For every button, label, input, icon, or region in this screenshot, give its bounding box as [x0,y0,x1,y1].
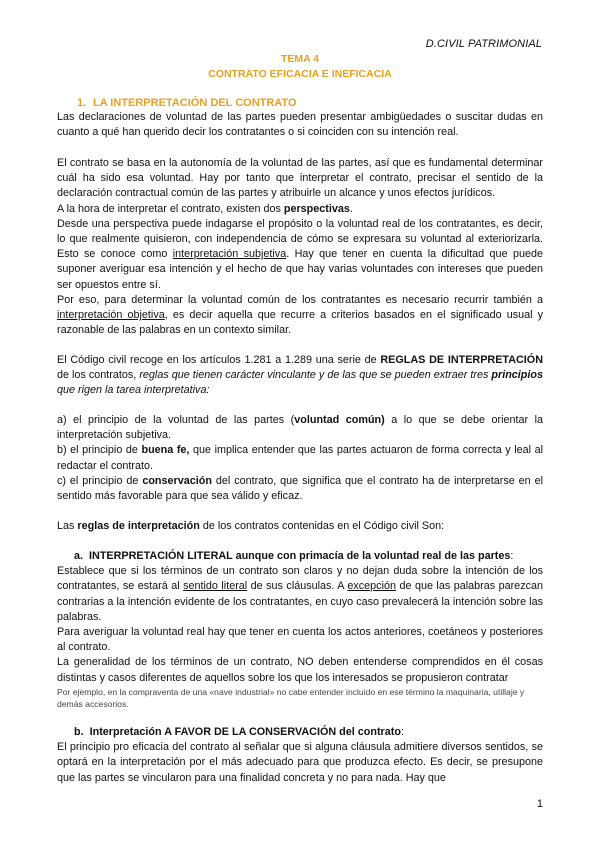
paragraph-1: Las declaraciones de voluntad de las partes pueden presentar ambigüedades o suscitar dudas en cuanto a qué han querido decir los contratantes o si coinciden con su intención real. [57,111,543,139]
paragraph-4 [57,217,543,293]
rule-b-title: Interpretación A FAVOR DE LA CONSERVACIÓN del contrato [89,726,401,738]
paragraph-10: La generalidad de los términos de un contrato, NO deben entenderse comprendidos en él cosas distintas y casos diferentes de aquellos sobre los que los interesados se propusieron contratar [57,656,543,684]
section-heading [77,97,297,109]
text: : [400,726,404,738]
text: . Hay que tener en cuenta la dificultad que puede suponer averiguar esa intención y el hecho de que hay varias voluntades con intereses que pueden ser opuestos entre sí. [57,248,543,291]
rule-b-block [57,725,543,786]
bold-text: reglas de interpretación [77,520,200,532]
text: c) el principio de [57,474,143,487]
bold-text: REGLAS DE INTERPRETACIÓN [380,354,543,366]
paragraph-8 [57,564,543,625]
text: a lo que se debe orientar la interpretación subjetiva. [57,414,544,442]
underlined-text: interpretación subjetiva [172,248,287,261]
text: del contrato, que significa que el contrato ha de interpretarse en el sentido más favorable para que sea válido y eficaz. [57,474,543,503]
italic-text: reglas que tienen carácter vinculante y de las que se pueden extraer tres [139,369,492,382]
rule-a-number: a. [74,550,84,562]
text: de los contratos contenidas en el Código civil Son: [199,520,445,532]
principle-b [57,443,543,473]
principles-list [57,413,543,504]
principle-a [57,413,543,443]
topic-subtitle: CONTRATO EFICACIA E INEFICACIA [208,68,392,80]
body-block-1 [57,110,543,140]
bold-text: buena fe, [141,444,190,457]
text: de los contratos, [57,369,140,382]
principle-c [57,474,543,504]
paragraph-7 [57,519,543,534]
bold-text: voluntad común) [294,414,385,426]
paragraph-3 [57,202,543,217]
text: Las [57,520,78,532]
italic-text: que rigen la tarea interpretativa: [57,384,210,397]
topic-title: TEMA 4 [280,53,320,65]
underlined-text: sentido literal [183,580,248,593]
paragraph-6 [57,353,543,399]
bold-text: conservación [142,474,212,487]
text: Desde una perspectiva puede indagarse el propósito o la voluntad real de los contratantes, es decir, lo que realmente quisieron, con independencia de cómo se expresara su voluntad al exteriorizarla. Esto se conoce como [57,217,543,261]
text: b) el principio de [57,444,142,457]
text: . [349,202,353,215]
rule-b-number: b. [74,726,84,738]
text: : [510,550,514,562]
text: , es decir aquella que recurre a criterios basados en el significado usual y razonable de las palabras en un contexto similar. [57,309,543,337]
bold-text: perspectivas [283,202,350,215]
body-block-2 [57,156,543,338]
body-block-3 [57,353,543,399]
text: de que las palabras parezcan contrarias a la intención evidente de los contratantes, en cuyo caso prevalecerá la intención sobre las palabras. [57,580,543,623]
text: Por eso, para determinar la voluntad común de los contratantes es necesario recurrir también a [57,293,543,306]
rule-b-heading [57,725,543,740]
section-title: LA INTERPRETACIÓN DEL CONTRATO [93,97,297,109]
text: El Código civil recoge en los artículos 1.281 a 1.289 una serie de [57,354,381,366]
rule-a-heading [57,549,543,564]
rules-intro [57,519,543,534]
bold-italic-text: principios [491,369,543,382]
text: Establece que si los términos de un contrato son claros y no dejan duda sobre la intención de los contratantes, se estará al [57,565,543,593]
page-number: 1 [536,798,543,810]
header-label: D.CIVIL PATRIMONIAL [425,38,542,50]
rule-a-block [57,549,543,710]
paragraph-5 [57,293,543,339]
text: que implica entender que las partes actuaron de forma correcta y leal al redactar el contrato. [57,444,543,472]
paragraph-12: El principio pro eficacia del contrato al señalar que si alguna cláusula admitiere diversos sentidos, se optará en la interpretación por el más adecuado para que produzca efecto. Es decir, se presupone que las partes se vincularon para una finalidad concreta y no para nada. Hay que [57,741,543,784]
section-number: 1. [77,97,87,109]
underlined-text: interpretación objetiva [57,309,165,322]
text: de sus cláusulas. A [247,580,348,593]
example-note: Por ejemplo, en la compraventa de una «nave industrial» no cabe entender incluido en ese término la maquinaria, utillaje y demás accesorios. [57,686,525,709]
text: A la hora de interpretar el contrato, existen dos [57,202,284,215]
paragraph-2: El contrato se basa en la autonomía de la voluntad de las partes, así que es fundamental determinar cuál ha sido esa voluntad. Hay por tanto que interpretar el contrato, precisar el sentido de la declaración contractual común de las partes y atribuirle un alcance y unos efectos jurídicos. [57,157,543,200]
paragraph-9: Para averiguar la voluntad real hay que tener en cuenta los actos anteriores, coetáneos y posteriores al contrato. [57,626,543,654]
underlined-text: excepción [347,580,396,593]
rule-a-title: INTERPRETACIÓN LITERAL aunque con primacía de la voluntad real de las partes [89,550,511,562]
text: a) el principio de la voluntad de las partes ( [57,414,295,426]
